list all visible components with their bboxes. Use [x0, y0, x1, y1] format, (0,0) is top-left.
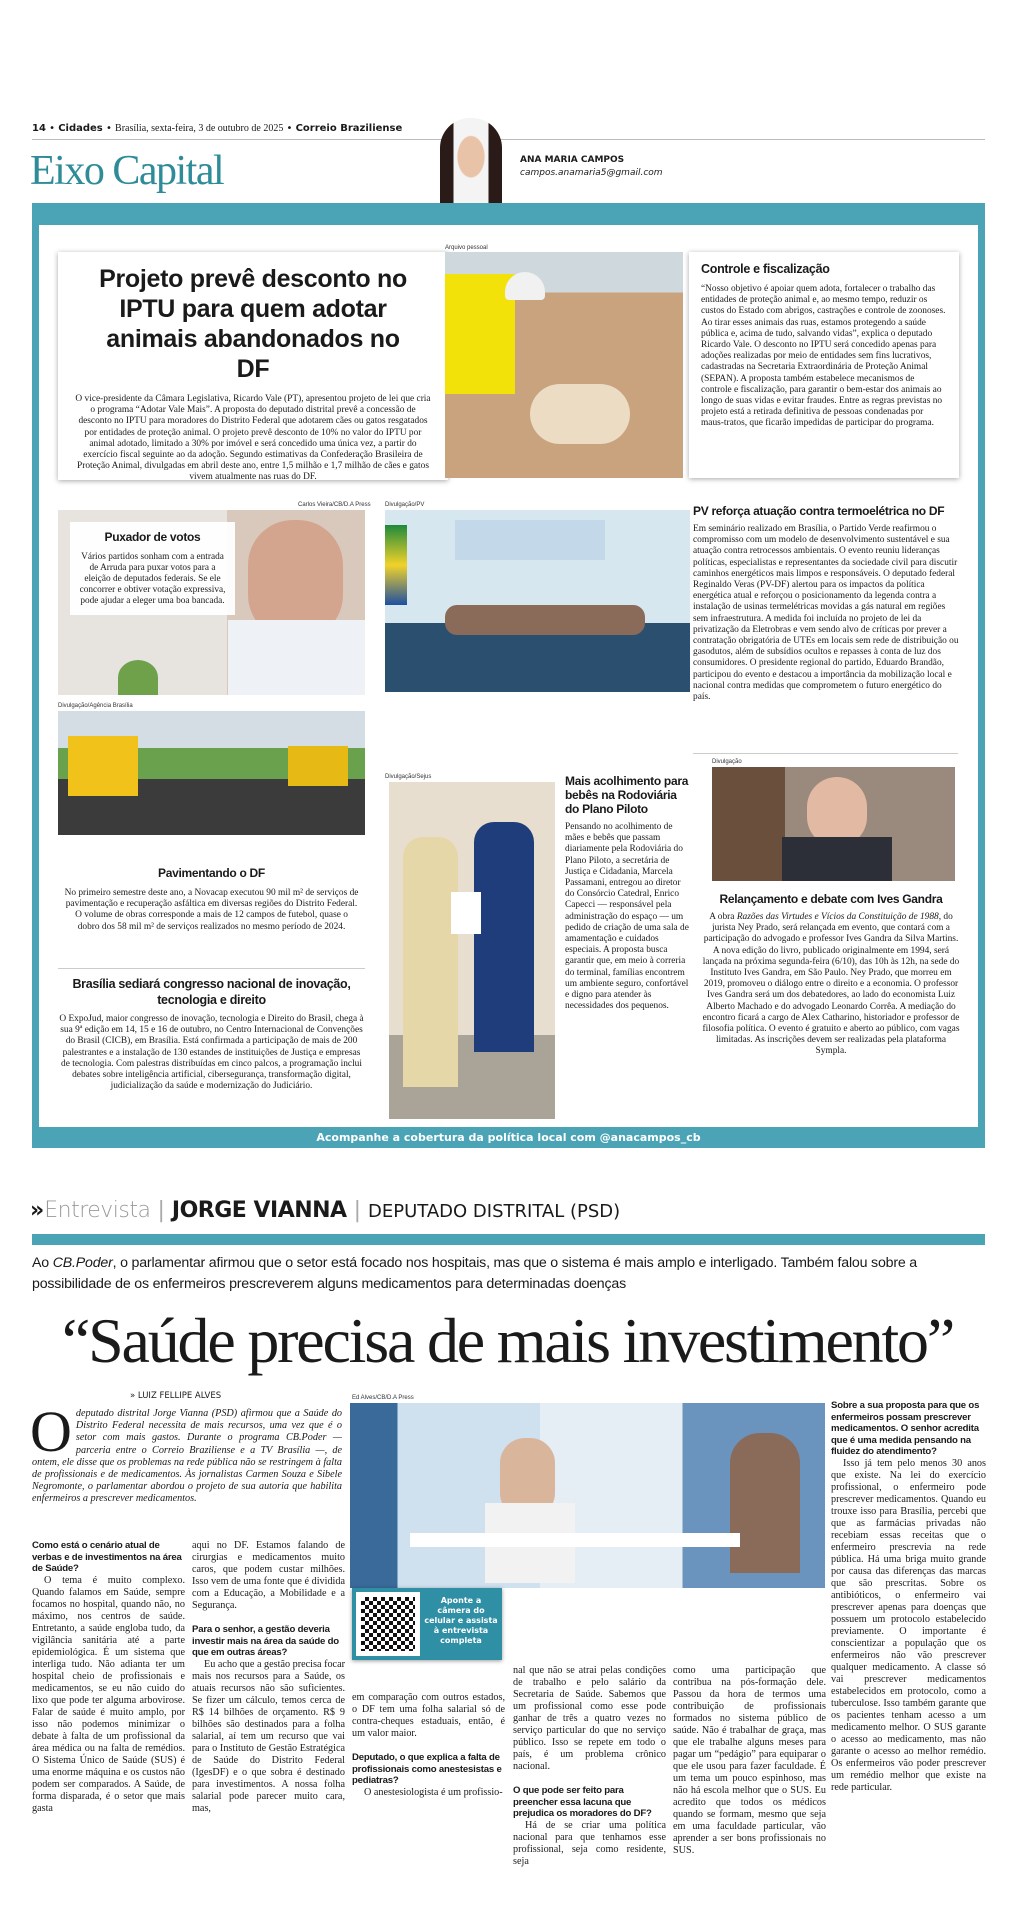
pv-body: Em seminário realizado em Brasília, o Partido Verde reafirmou o compromisso com um modelo de desenvolvimento sustentável e sua atuação contra retrocessos ambientais. O evento reuniu lideranças políticas, especialistas e representantes da sociedade civil para discutir caminhos energéticos mais limpos e responsáveis. O deputado federal Reginaldo Veras (PV-DF) alertou para os impactos da política energética atual e reforçou o posicionamento da legenda contra a instalação de usinas termelétricas movidas a gás natural em regiões sem infraestrutura. A medida foi incluída no projeto de lei da privatização da Eletrobras e vem sendo alvo de críticas por prever a contratação obrigatória de UTEs em locais sem rede de distribuição ou gasodutos, além de subsídios ocultos e repasses à conta de luz dos consumidores. O presidente regional do partido, Eduardo Brandão, participou do evento e destacou a importância da mobilização local e nacional contra medidas que comprometem o futuro energético do país.: [693, 524, 959, 703]
woman: [403, 837, 458, 1087]
interview-header: [30, 1196, 620, 1227]
ives-body: [702, 912, 960, 1058]
road-roller-2: [288, 746, 348, 786]
column-2: [192, 1540, 345, 1827]
ives-block: [702, 892, 960, 1058]
qr-code-icon[interactable]: [356, 1592, 420, 1656]
newspaper-name: Correio Braziliense: [295, 123, 403, 134]
puxador-card: [70, 522, 235, 615]
brazil-flag: [385, 525, 407, 605]
columnist-photo: [440, 118, 502, 204]
document: [451, 892, 481, 934]
slide-graphic: [455, 520, 605, 560]
white-cap: [505, 272, 545, 300]
byline: » LUIZ FELLIPE ALVES: [130, 1391, 222, 1401]
puxador-body: Vários partidos sonham com a entrada de Arruda para puxar votos para a eleição de deputados federais. Se ele concorrer e obtiver votação expressiva, pode ajudar a eleger uma boa bancada.: [79, 552, 226, 606]
pavimentando-body: No primeiro semestre deste ano, a Novacap executou 90 mil m² de serviços de pavimentação e recuperação asfáltica em diversas regiões do Distrito Federal. O volume de obras corresponde a mais de 12 campos de futebol, quase o dobro dos 58 mil m² de serviços realizados no mesmo período de 2024.: [64, 888, 359, 932]
divider: [58, 968, 365, 969]
answer-1-cont: aqui no DF. Estamos falando de cirurgias e medicamentos muito caros, que podem custar milhões. Isso vem de uma fonte que é dividida com a Educação, a Mobilidade e a Segurança.: [192, 1540, 345, 1611]
answer-2-cont: em comparação com outros estados, o DF tem uma folha salarial só de contra-cheques estaduais, então, é um valor maior.: [352, 1692, 505, 1739]
pavimentando-block: [63, 866, 360, 933]
pv-block: [693, 504, 959, 703]
controle-title: Controle e fiscalização: [701, 262, 830, 276]
question-2: Para o senhor, a gestão deveria investir mais na área da saúde do que em outras áreas?: [192, 1624, 339, 1658]
column-4: [513, 1665, 666, 1880]
frame-right-border: [978, 203, 985, 1148]
deck-program: CB.Poder: [52, 1255, 113, 1271]
separator: |: [346, 1198, 368, 1223]
puxador-title: Puxador de votos: [104, 530, 201, 544]
qr-text: Aponte a câmera do celular e assista à entrevista completa: [424, 1596, 498, 1645]
follow-banner-text[interactable]: Acompanhe a cobertura da política local com @anacampos_cb: [316, 1131, 701, 1144]
interview-photo-studio: [350, 1403, 825, 1588]
follow-banner: [32, 1127, 985, 1148]
dog: [530, 384, 630, 444]
column-5: [673, 1665, 826, 1857]
controle-body: “Nosso objetivo é apoiar quem adota, fortalecer o trabalho das entidades de proteção animal e, ao mesmo tempo, reduzir os custos do Estado com abrigos, castrações e controle de zoonoses. Ao tirar esses animais das ruas, estamos protegendo a saúde pública e, acima de tudo, salvando vidas”, explica o deputado Ricardo Vale. O desconto no IPTU será concedido apenas para adoções realizadas por meio de entidades sem fins lucrativos, cadastradas na Secretaria Extraordinária de Proteção Animal (SEPAN). A proposta também estabelece mecanismos de controle e fiscalização, para garantir o bem-estar dos animais ao longo de suas vidas e evitar fraudes. Entre as regras previstas no projeto está a retirada definitiva de pessoas condenadas por maus-tratos, que ficarão impedidas de participar do programa.: [701, 284, 946, 429]
puxador-credit: Carlos Vieira/CB/D.A Press: [298, 502, 371, 508]
congresso-body: O ExpoJud, maior congresso de inovação, tecnologia e Direito do Brasil, chega à sua 9ª edição em 14, 15 e 16 de outubro, no Centro Internacional de Convenções do Brasil (CICB), em Brasília. Está confirmada a participação de mais de 200 palestrantes e a instalação de 130 estandes de instituições de Justiça e empresas de tecnologia. Com palestras distribuídas em cinco palcos, a programação inclui debates sobre inteligência artificial, cibersegurança, transformação digital, judicialização da saúde e modernização do Judiciário.: [59, 1014, 364, 1092]
answer-2: Eu acho que a gestão precisa focar mais nos recursos para a Saúde, os atuais recursos não são suficientes. Se fizer um cálculo, temos cerca de R$ 14 bilhões de orçamento. R$ 9 bilhões são destinados para a folha salarial, aí tem um recurso que vai para o Instituto de Gestão Estratégica de Saúde do Distrito Federal (IgesDF) e o que sobra é destinado para investimentos. A nossa folha salarial pode parecer muito cara, mas,: [192, 1658, 345, 1814]
divider: [693, 753, 958, 754]
question-5: Sobre a sua proposta para que os enfermeiros possam prescrever medicamentos. O senhor acredita que é uma medida pensando na fluidez do atendimento?: [831, 1400, 980, 1457]
columnist-email[interactable]: campos.anamaria5@gmail.com: [520, 168, 663, 178]
question-4: O que pode ser feito para preencher essa lacuna que prejudica os moradores do DF?: [513, 1785, 652, 1819]
kicker-icon: »: [30, 1198, 45, 1223]
pavimentando-title: Pavimentando o DF: [158, 866, 265, 880]
pv-photo-seminar: [385, 510, 690, 692]
ives-body-text: , do jurista Ney Prado, será relançada em evento, que contará com a participação do advogado e professor Ives Gandra da Silva Martins. A nova edição do livro, publicado originalmente em 1994, será lançada na próxima segunda-feira (6/10), das 10h às 12h, na sede do Instituto Ives Gandra, em São Paulo. Ney Prado, que morreu em 2019, promoveu o diálogo entre o direito e a economia. O professor Ives Gandra será um dos debatedores, ao lado do economista Luiz Alberto Machado e do advogado Leonardo Corrêa. A mediação do encontro ficará a cargo de Alex Catharino, historiador e professor de filosofia política. O evento é gratuito e aberto ao público, com vagas limitadas. As inscrições devem ser realizadas pela plataforma Sympla.: [702, 912, 960, 1057]
pavimentando-credit: Divulgação/Agência Brasília: [58, 703, 133, 709]
man-shirt: [228, 620, 365, 695]
interview-photo-credit: Ed Alves/CB/D.A Press: [352, 1395, 414, 1401]
page-number: 14: [32, 123, 46, 134]
ives-body-lead: A obra: [709, 912, 737, 922]
ives-photo: [712, 767, 955, 881]
pv-title: PV reforça atuação contra termoelétrica no DF: [693, 504, 945, 518]
rodoviaria-title: Mais acolhimento para bebês na Rodoviária do Plano Piloto: [565, 774, 689, 816]
main-headline: Projeto prevê desconto no IPTU para quem adotar animais abandonados no DF: [99, 265, 407, 383]
column-title: Eixo Capital: [30, 148, 224, 194]
congresso-title: Brasília sediará congresso nacional de inovação, tecnologia e direito: [72, 977, 351, 1007]
man-suit: [782, 837, 892, 881]
frame-top-band: [32, 203, 985, 225]
separator: |: [150, 1198, 172, 1223]
lead-text: deputado distrital Jorge Vianna (PSD) afirmou que a Saúde do Distrito Federal necessita de mais recursos, uma vez que é o setor com mais gastos. Durante o programa CB.Poder — parceria entre o Correio Braziliense e a TV Brasília —, de ontem, ele disse que os problemas na rede pública não se restringem à falta de profissionais e de medicamentos. Às jornalistas Carmen Souza e Sibele Negromonte, o parlamentar abordou o projeto de sua autoria que habilita enfermeiros a prescrever medicamentos.: [32, 1408, 342, 1505]
question-3: Deputado, o que explica a falta de profissionais como anestesistas e pediatras?: [352, 1752, 502, 1786]
frame-left-border: [32, 203, 39, 1148]
ives-book-title: Razões das Virtudes e Vícios da Constituição de 1988: [736, 912, 939, 922]
dateline: Brasília, sexta-feira, 3 de outubro de 2025: [115, 123, 284, 134]
ives-credit: Divulgação: [712, 759, 742, 765]
interview-headline: “Saúde precisa de mais investimento”: [61, 1305, 954, 1376]
question-1: Como está o cenário atual de verbas e de investimentos na área de Saúde?: [32, 1540, 182, 1574]
pv-credit: Divulgação/PV: [385, 502, 425, 508]
interviewee-role: DEPUTADO DISTRITAL (PSD): [367, 1201, 621, 1222]
answer-5: Isso já tem pelo menos 30 anos que existe. Na lei do exercício profissional, o enfermeiro pode prescrever medicamentos. Quando eu trouxe isso para Brasília, percebi que que as farmácias privadas não recebiam essas receitas que o enfermeiro prescrevia na rede pública. Há uma briga muito grande por causa das diferenças das marcas que são prescritas. Sobre os antibióticos, o enfermeiro vai prescrever apenas para doenças que possuem um protocolo estabelecido previamente. O importante é conscientizar a população que os enfermeiros não vão prescrever qualquer medicamento. A classe só vai prescrever medicamentos estabelecidos em protocolo, como a tuberculose. Isso também garante que os pacientes tenham acesso a um medicamento melhor. O SUS garante o acesso ao medicamento, mas não garante o acesso ao melhor remédio. Os enfermeiros vão poder prescrever um remédio melhor que existe na rede particular.: [831, 1457, 986, 1793]
answer-1: O tema é muito complexo. Quando falamos em Saúde, sempre focamos no hospital, quando não, no máximo, nos centros de saúde. Entretanto, a saúde engloba tudo, da vigilância sanitária até a parte epidemiológica. É um sistema que interliga tudo. Não adianta ter um hospital cheio de profissionais e medicamentos, se eu não cuido do lixo que pode ter alguma arbovirose. Falar de saúde é muito amplo, por isso não podemos minimizar o debate à falta de um profissional da área médica ou na falta de remédios. O Sistema Único de Saúde (SUS) é uma enorme máquina e os custos não podem ser comparados. A Saúde, de forma disparada, é o setor que mais gasta: [32, 1574, 185, 1814]
rodoviaria-body: Pensando no acolhimento de mães e bebês que passam diariamente pela Rodoviária do Plano Piloto, a secretária de Justiça e Cidadania, Marcela Passamani, entregou ao diretor do Consórcio Catedral, Enrico Capecci — responsável pela administração do espaço — um pedido de criação de uma sala de amamentação e cuidados especiais. A proposta busca garantir que, em meio à correria do terminal, famílias encontrem um ambiente seguro, confortável e digno para atender às necessidades dos pequenos.: [565, 822, 689, 1012]
answer-3-cont: nal que não se atrai pelas condições de trabalho e pelo salário da Secretaria de Saúde. Sabemos que um profissional como esse pode ganhar de três a quatro vezes no serviço particular do que no serviço público. Isso se repete em todo o país, é um problema crônico nacional.: [513, 1665, 666, 1772]
man-suit: [474, 822, 534, 1052]
page-header: 14 • Cidades • Brasília, sexta-feira, 3 de outubro de 2025 • Correio Braziliense: [32, 123, 403, 134]
answer-3: O anestesiologista é um profissio-: [364, 1786, 503, 1798]
columnist-name: ANA MARIA CAMPOS: [520, 155, 625, 165]
congresso-block: [58, 976, 365, 1092]
qr-box[interactable]: [352, 1588, 502, 1660]
interviewee-name: JORGE VIANNA: [171, 1198, 347, 1223]
lead-paragraph: [30, 1399, 342, 1506]
panelists: [445, 605, 645, 635]
deck-prefix: Ao: [32, 1255, 53, 1271]
main-photo-man-feeding-dog: [445, 252, 683, 478]
road-roller: [68, 736, 138, 796]
desk: [410, 1533, 740, 1547]
ives-title: Relançamento e debate com Ives Gandra: [719, 892, 943, 906]
interview-bar: [32, 1234, 985, 1245]
section-name: Cidades: [58, 123, 103, 134]
header-rule: [32, 139, 985, 140]
column-6: [831, 1400, 986, 1806]
pavimentando-photo-roadwork: [58, 711, 365, 835]
rodoviaria-block: [565, 774, 689, 1012]
answer-4-cont: como uma participação que contribua na pós-formação dele. Passou da hora de termos uma contribuição de profissionais formados no sistema público de saúde. Não é trabalhar de graça, mas que ele trabalhe alguns meses para pagar um “pedágio” para equiparar o que ele usou para fazer faculdade. É um tema um pouco espinhoso, mas não há escola melhor que o SUS. Eu acredito que todos os médicos quando se formam, mesmo que seja em uma faculdade particular, vão aprender a ser bons profissionais no SUS.: [673, 1665, 826, 1856]
deck-text: , o parlamentar afirmou que o setor está focado nos hospitais, mas que o sistema é mais amplo e interligado. Também falou sobre a possibilidade de os enfermeiros prescreverem alguns medicamentos para determinadas doenças: [32, 1255, 917, 1292]
controle-box: [689, 252, 959, 478]
interviewer: [730, 1433, 800, 1573]
rodoviaria-photo: [389, 782, 555, 1119]
answer-4: Há de se criar uma política nacional para que tenhamos esse profissional, seja como residente, seja: [513, 1819, 666, 1867]
interview-section: Entrevista: [44, 1198, 151, 1223]
main-body: O vice-presidente da Câmara Legislativa, Ricardo Vale (PT), apresentou projeto de lei que cria o programa “Adotar Vale Mais”. A proposta do deputado distrital prevê a concessão de desconto no IPTU para moradores do Distrito Federal que adotarem cães ou gatos resgatados por entidades de proteção animal. O projeto prevê desconto de 10% no valor do IPTU por animal adotado, limitado a 30% por imóvel e será concedido uma única vez, a partir do exercício fiscal seguinte ao da adoção. Segundo estimativas da Confederação Brasileira de Proteção Animal, divulgadas em abril deste ano, entre 1,5 milhão e 1,7 milhão de cães e gatos vivem atualmente nas ruas do DF.: [75, 394, 431, 483]
rodoviaria-credit: Divulgação/Sejus: [385, 774, 432, 780]
plant: [118, 660, 158, 695]
main-photo-credit: Arquivo pessoal: [445, 245, 488, 251]
main-story-card: [58, 252, 448, 483]
interview-deck: [32, 1253, 987, 1295]
column-1: [32, 1540, 185, 1827]
column-3: [352, 1692, 505, 1811]
dropcap: O: [30, 1399, 72, 1464]
